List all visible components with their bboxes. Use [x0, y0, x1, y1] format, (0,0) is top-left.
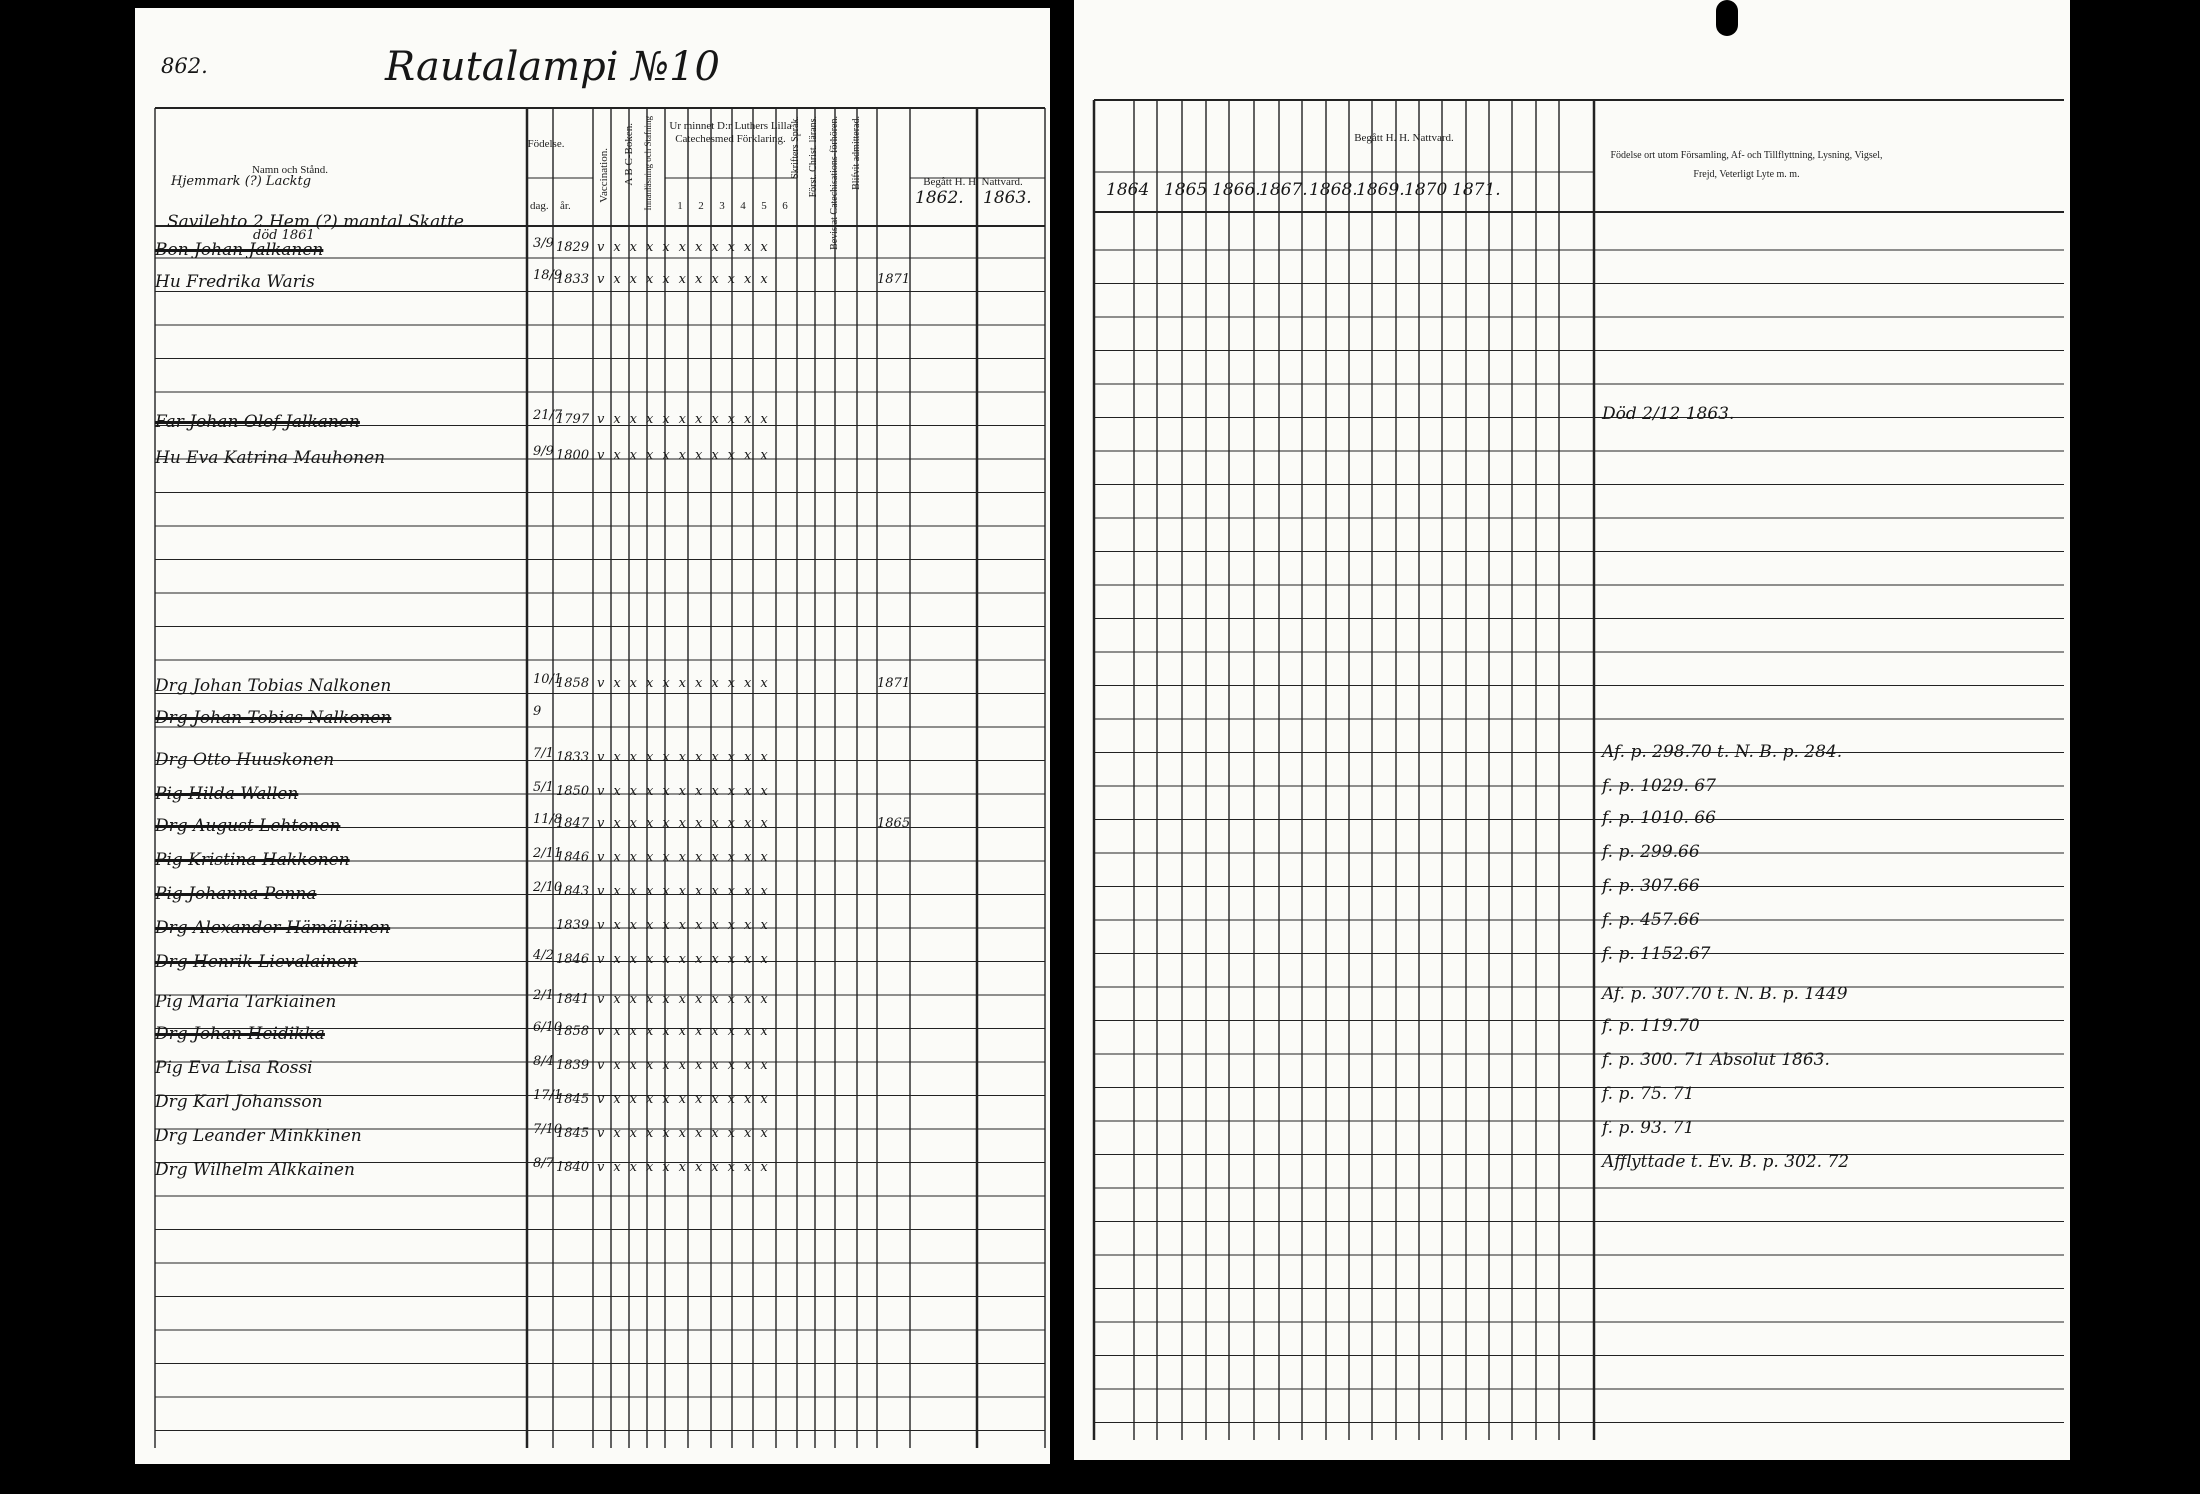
entry-check-marks: vxxxxxxxxxx — [597, 784, 777, 799]
entry-check-marks: vxxxxxxxxxx — [597, 412, 777, 427]
entry-bevistat: 1871 — [877, 676, 911, 691]
entry-check-marks: vxxxxxxxxxx — [597, 240, 777, 255]
admitted-header: Blifvit admitterad. — [851, 116, 862, 190]
entry-remark: f. p. 300. 71 Absolut 1863. — [1602, 1050, 1830, 1070]
communion-year: 1867. — [1259, 180, 1308, 200]
birth-header: Födelse. — [527, 138, 565, 150]
entry-name: Hu Eva Katrina Mauhonen — [155, 448, 386, 468]
entry-check-marks: vxxxxxxxxxx — [597, 1024, 777, 1039]
entry-birth-year: 1843 — [556, 884, 590, 899]
entry-remark: Död 2/12 1863. — [1602, 404, 1735, 424]
entry-birth-day: 10/1 — [533, 672, 563, 687]
entry-birth-day: 6/10 — [533, 1020, 563, 1035]
writing-header: Skrifters Språk. — [790, 116, 801, 179]
entry-birth-day: 21/7 — [533, 408, 563, 423]
entry-remark: f. p. 1152.67 — [1602, 944, 1711, 964]
entry-check-marks: vxxxxxxxxxx — [597, 676, 777, 691]
right-ruled-grid — [1074, 0, 2070, 1460]
entry-check-marks: vxxxxxxxxxx — [597, 918, 777, 933]
entry-birth-year: 1846 — [556, 952, 590, 967]
catechism-col-number: 1 — [677, 200, 683, 212]
entry-name: Drg Wilhelm Alkkainen — [155, 1160, 355, 1180]
entry-name: Far Johan Olof Jalkanen — [155, 412, 360, 432]
entry-name: Drg Johan Heidikka — [155, 1024, 325, 1044]
communion-header-left: Begått H. H. Nattvard. — [923, 176, 1023, 188]
reading-header: Innanläsning och Stafning — [643, 116, 653, 211]
entry-name: Drg Otto Huuskonen — [155, 750, 335, 770]
entry-birth-day: 2/1 — [533, 988, 554, 1003]
forst-christ-header: Först. Christ. lärans. — [808, 116, 819, 198]
entry-birth-year: 1839 — [556, 1058, 590, 1073]
entry-check-marks: vxxxxxxxxxx — [597, 1092, 777, 1107]
entry-name: Bon Johan Jalkanen — [155, 240, 324, 260]
entry-check-marks: vxxxxxxxxxx — [597, 952, 777, 967]
left-register-page — [135, 8, 1050, 1464]
household-heading: Savilehto 2 Hem (?) mantal Skatte — [167, 212, 464, 232]
entry-birth-year: 1797 — [556, 412, 590, 427]
entry-birth-year: 1847 — [556, 816, 590, 831]
entry-birth-day: 2/11 — [533, 846, 563, 861]
communion-year: 1864 — [1106, 180, 1150, 200]
entry-birth-day: 5/1 — [533, 780, 554, 795]
catechism-header: Ur minnet D:r Luthers Lilla Catechesmed Förklaring. — [669, 120, 792, 145]
entry-name: Drg Johan Tobias Nalkonen — [155, 708, 392, 728]
entry-birth-day: 9/9 — [533, 444, 554, 459]
entry-check-marks: vxxxxxxxxxx — [597, 448, 777, 463]
communion-header-right: Begått H. H. Nattvard. — [1354, 132, 1454, 144]
entry-name: Drg Leander Minkkinen — [155, 1126, 362, 1146]
entry-birth-year: 1858 — [556, 676, 590, 691]
entry-check-marks: vxxxxxxxxxx — [597, 850, 777, 865]
communion-year: 1870 — [1404, 180, 1448, 200]
entry-birth-year: 1839 — [556, 918, 590, 933]
entry-check-marks: vxxxxxxxxxx — [597, 816, 777, 831]
entry-check-marks: vxxxxxxxxxx — [597, 1058, 777, 1073]
entry-remark: f. p. 1010. 66 — [1602, 808, 1716, 828]
abc-book-header: A B C-Boken. — [623, 123, 635, 186]
communion-year: 1866. — [1212, 180, 1261, 200]
entry-remark: f. p. 1029. 67 — [1602, 776, 1716, 796]
catechism-col-number: 4 — [740, 200, 746, 212]
entry-remark: f. p. 93. 71 — [1602, 1118, 1695, 1138]
remarks-header: Födelse ort utom Församling, Af- och Tillflyttning, Lysning, Vigsel, Frejd, Veterligt Lyte m. m. — [1610, 150, 1883, 180]
entry-name: Pig Maria Tarkiainen — [155, 992, 337, 1012]
entry-check-marks: vxxxxxxxxxx — [597, 992, 777, 1007]
entry-birth-year: 1841 — [556, 992, 590, 1007]
entry-check-marks: vxxxxxxxxxx — [597, 1160, 777, 1175]
entry-remark: Afflyttade t. Ev. B. p. 302. 72 — [1602, 1152, 1850, 1172]
entry-birth-year: 1858 — [556, 1024, 590, 1039]
entry-birth-day: 9 — [533, 704, 542, 719]
page-number: 862. — [161, 54, 208, 78]
right-register-page — [1074, 0, 2070, 1460]
entry-bevistat: 1865 — [877, 816, 911, 831]
entry-birth-year: 1840 — [556, 1160, 590, 1175]
catechism-columns — [665, 200, 800, 213]
birth-year-header: år. — [560, 200, 571, 212]
entry-check-marks: vxxxxxxxxxx — [597, 884, 777, 899]
entry-name: Pig Kristina Hakkonen — [155, 850, 350, 870]
entry-remark: Af. p. 298.70 t. N. B. p. 284. — [1602, 742, 1843, 762]
entry-remark: f. p. 307.66 — [1602, 876, 1700, 896]
name-column-note: Hjemmark (?) Lacktg — [171, 174, 312, 189]
entry-remark: f. p. 299.66 — [1602, 842, 1700, 862]
communion-year: 1869. — [1356, 180, 1405, 200]
entry-remark: f. p. 75. 71 — [1602, 1084, 1695, 1104]
birth-day-header: dag. — [530, 200, 549, 212]
binding-hole — [1716, 0, 1738, 36]
communion-year: 1871. — [1452, 180, 1501, 200]
entry-birth-year: 1850 — [556, 784, 590, 799]
entry-remark: f. p. 457.66 — [1602, 910, 1700, 930]
year-1862: 1862. — [915, 188, 964, 208]
catechism-col-number: 2 — [698, 200, 704, 212]
catechism-col-number: 5 — [761, 200, 767, 212]
catechism-col-number: 6 — [782, 200, 788, 212]
entry-birth-year: 1845 — [556, 1092, 590, 1107]
entry-birth-day: 3/9 — [533, 236, 554, 251]
year-1863: 1863. — [983, 188, 1032, 208]
entry-name: Pig Hilda Wallen — [155, 784, 299, 804]
entry-birth-year: 1833 — [556, 750, 590, 765]
entry-birth-day: 8/4 — [533, 1054, 554, 1069]
entry-birth-day: 2/10 — [533, 880, 563, 895]
bevistat-header: Bevistat Catechisations-förhören. — [829, 116, 840, 250]
entry-check-marks: vxxxxxxxxxx — [597, 1126, 777, 1141]
entry-birth-year: 1846 — [556, 850, 590, 865]
entry-name: Drg Henrik Lievalainen — [155, 952, 358, 972]
entry-remark: f. p. 119.70 — [1602, 1016, 1700, 1036]
entry-check-marks: vxxxxxxxxxx — [597, 750, 777, 765]
entry-check-marks: vxxxxxxxxxx — [597, 272, 777, 287]
entry-birth-year: 1845 — [556, 1126, 590, 1141]
communion-year: 1865 — [1164, 180, 1208, 200]
entry-birth-day: 7/1 — [533, 746, 554, 761]
entry-birth-day: 18/9 — [533, 268, 563, 283]
entry-birth-year: 1829 — [556, 240, 590, 255]
name-column-header: Namn och Stånd. — [251, 164, 329, 176]
entry-name: Drg August Lehtonen — [155, 816, 341, 836]
entry-birth-day: 11/8 — [533, 812, 563, 827]
entry-birth-day: 4/2 — [533, 948, 554, 963]
entry-birth-year: 1833 — [556, 272, 590, 287]
entry-birth-day: 7/10 — [533, 1122, 563, 1137]
entry-birth-day: 17/1 — [533, 1088, 563, 1103]
communion-year: 1868. — [1309, 180, 1358, 200]
entry-birth-day: 8/7 — [533, 1156, 554, 1171]
entry-name: Drg Alexander Hämäläinen — [155, 918, 391, 938]
vaccination-header: Vaccination. — [598, 148, 610, 203]
entry-bevistat: 1871 — [877, 272, 911, 287]
entry-name: Drg Johan Tobias Nalkonen — [155, 676, 392, 696]
entry-name: Pig Eva Lisa Rossi — [155, 1058, 313, 1078]
entry-name: Drg Karl Johansson — [155, 1092, 323, 1112]
entry-name: Pig Johanna Penna — [155, 884, 317, 904]
catechism-col-number: 3 — [719, 200, 725, 212]
parish-title: Rautalampi №10 — [385, 44, 720, 90]
entry-remark: Af. p. 307.70 t. N. B. p. 1449 — [1602, 984, 1848, 1004]
entry-note: död 1861 — [253, 228, 315, 243]
entry-name: Hu Fredrika Waris — [155, 272, 315, 292]
entry-birth-year: 1800 — [556, 448, 590, 463]
